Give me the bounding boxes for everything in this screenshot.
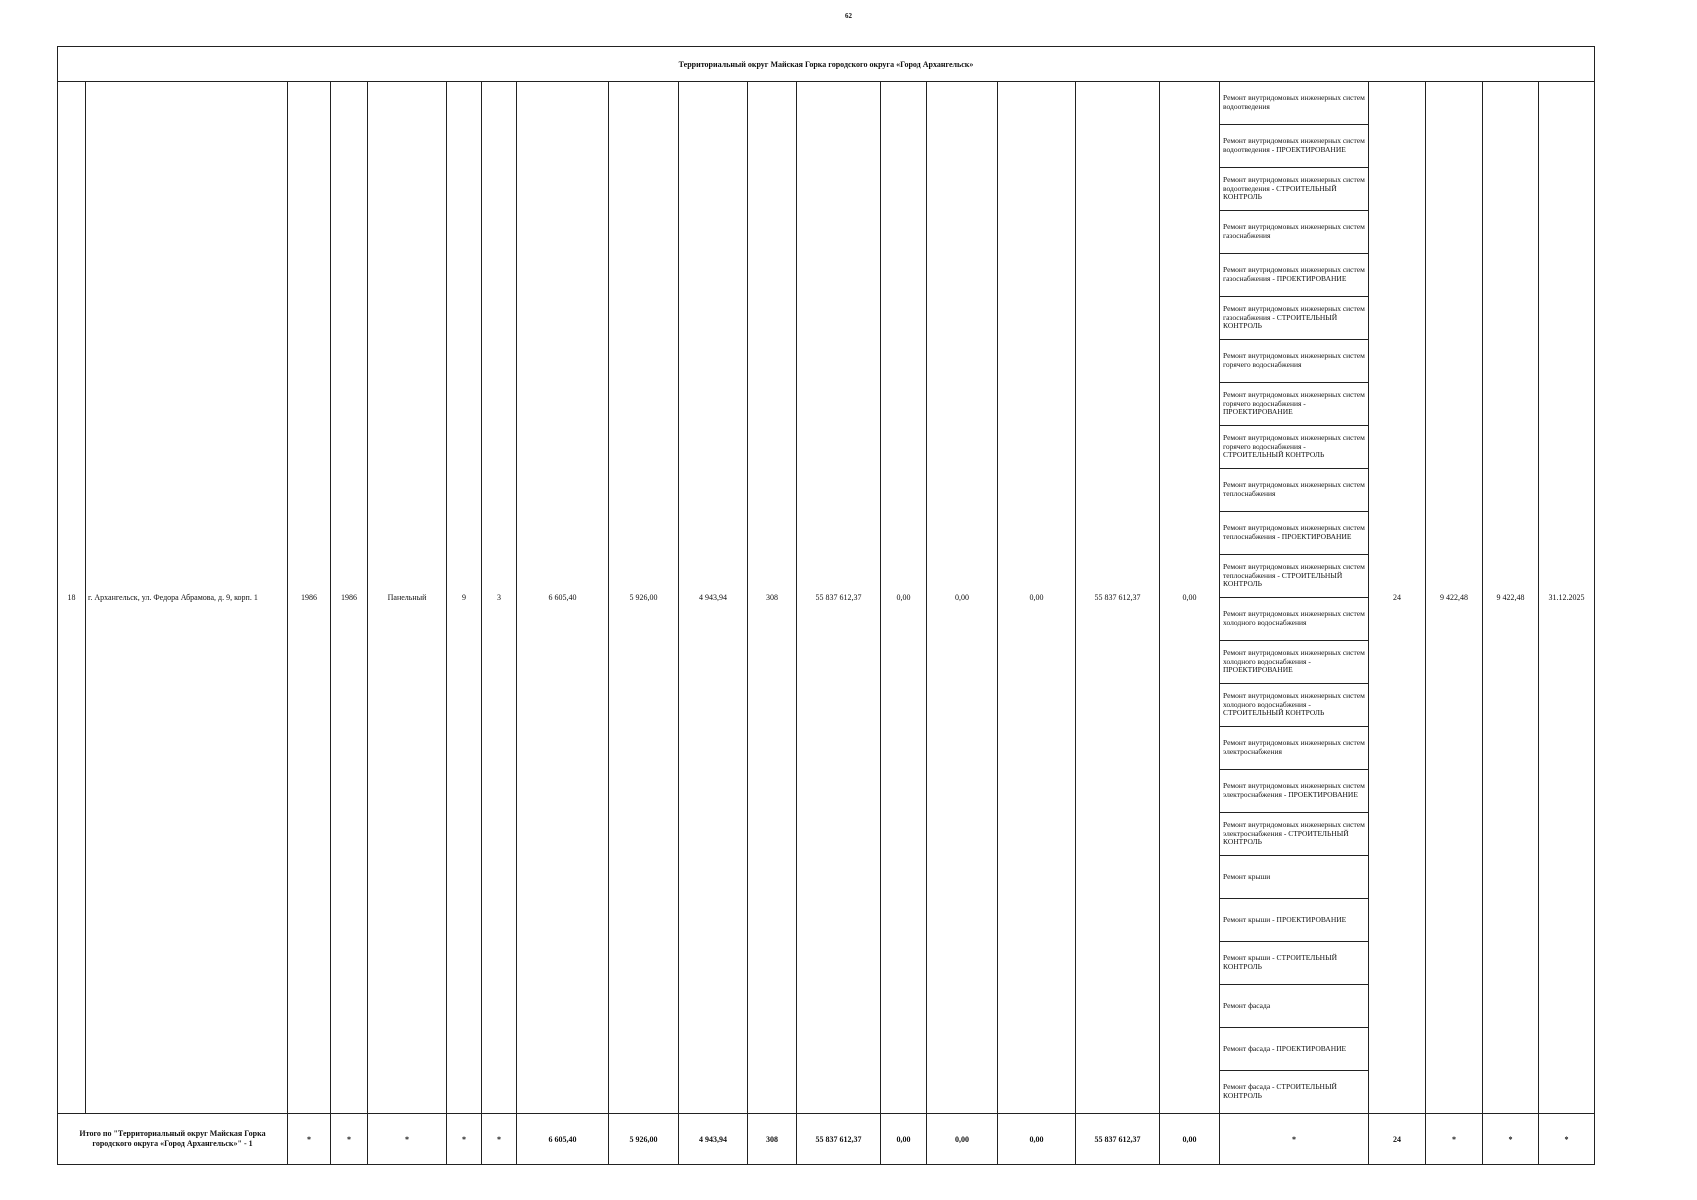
cost-c-total: 0,00 xyxy=(998,1114,1076,1165)
work-item: Ремонт фасада - СТРОИТЕЛЬНЫЙ КОНТРОЛЬ xyxy=(1220,1071,1369,1114)
wall-material-cell: Панельный xyxy=(368,82,447,1114)
cost-total-total: 55 837 612,37 xyxy=(797,1114,881,1165)
work-item: Ремонт внутридомовых инженерных систем горячего водоснабжения xyxy=(1220,340,1369,383)
row-number: 18 xyxy=(58,82,86,1114)
work-item: Ремонт внутридомовых инженерных систем холодного водоснабжения xyxy=(1220,598,1369,641)
total-star: * xyxy=(331,1114,368,1165)
work-item: Ремонт внутридомовых инженерных систем газоснабжения - СТРОИТЕЛЬНЫЙ КОНТРОЛЬ xyxy=(1220,297,1369,340)
total-star: * xyxy=(1426,1114,1483,1165)
area-premises-cell: 5 926,00 xyxy=(609,82,679,1114)
work-item: Ремонт внутридомовых инженерных систем теплоснабжения - ПРОЕКТИРОВАНИЕ xyxy=(1220,512,1369,555)
entrances-cell: 3 xyxy=(482,82,517,1114)
year-built-cell: 1986 xyxy=(288,82,331,1114)
cost-total-cell: 55 837 612,37 xyxy=(797,82,881,1114)
work-item: Ремонт внутридомовых инженерных систем теплоснабжения xyxy=(1220,469,1369,512)
district-header: Территориальный округ Майская Горка городского округа «Город Архангельск» xyxy=(58,47,1595,82)
total-star: * xyxy=(368,1114,447,1165)
months-total: 24 xyxy=(1369,1114,1426,1165)
area-residential-cell: 4 943,94 xyxy=(679,82,748,1114)
max-unit-cost-cell: 9 422,48 xyxy=(1483,82,1539,1114)
total-star: * xyxy=(447,1114,482,1165)
work-item: Ремонт фасада xyxy=(1220,985,1369,1028)
work-item: Ремонт внутридомовых инженерных систем холодного водоснабжения - ПРОЕКТИРОВАНИЕ xyxy=(1220,641,1369,684)
work-item: Ремонт крыши - СТРОИТЕЛЬНЫЙ КОНТРОЛЬ xyxy=(1220,942,1369,985)
residents-cell: 308 xyxy=(748,82,797,1114)
work-item: Ремонт внутридомовых инженерных систем холодного водоснабжения - СТРОИТЕЛЬНЫЙ КОНТРОЛЬ xyxy=(1220,684,1369,727)
total-row xyxy=(58,1114,1595,1165)
work-item: Ремонт внутридомовых инженерных систем водоотведения xyxy=(1220,82,1369,125)
district-header-row xyxy=(58,47,1595,82)
residents-total: 308 xyxy=(748,1114,797,1165)
cost-e-total: 0,00 xyxy=(1160,1114,1220,1165)
cost-b-total: 0,00 xyxy=(927,1114,998,1165)
work-item: Ремонт крыши - ПРОЕКТИРОВАНИЕ xyxy=(1220,899,1369,942)
area-residential-total: 4 943,94 xyxy=(679,1114,748,1165)
total-star: * xyxy=(1220,1114,1369,1165)
page-number: 62 xyxy=(845,12,852,20)
work-item: Ремонт внутридомовых инженерных систем водоотведения - ПРОЕКТИРОВАНИЕ xyxy=(1220,125,1369,168)
total-star: * xyxy=(288,1114,331,1165)
work-item: Ремонт внутридомовых инженерных систем газоснабжения - ПРОЕКТИРОВАНИЕ xyxy=(1220,254,1369,297)
cost-a-cell: 0,00 xyxy=(881,82,927,1114)
total-area-total: 6 605,40 xyxy=(517,1114,609,1165)
total-star: * xyxy=(1483,1114,1539,1165)
cost-a-total: 0,00 xyxy=(881,1114,927,1165)
work-item: Ремонт внутридомовых инженерных систем теплоснабжения - СТРОИТЕЛЬНЫЙ КОНТРОЛЬ xyxy=(1220,555,1369,598)
unit-cost-cell: 9 422,48 xyxy=(1426,82,1483,1114)
work-item: Ремонт внутридомовых инженерных систем горячего водоснабжения - ПРОЕКТИРОВАНИЕ xyxy=(1220,383,1369,426)
total-area-cell: 6 605,40 xyxy=(517,82,609,1114)
work-item: Ремонт крыши xyxy=(1220,856,1369,899)
months-cell: 24 xyxy=(1369,82,1426,1114)
work-item: Ремонт внутридомовых инженерных систем электроснабжения - ПРОЕКТИРОВАНИЕ xyxy=(1220,770,1369,813)
work-item: Ремонт фасада - ПРОЕКТИРОВАНИЕ xyxy=(1220,1028,1369,1071)
cost-d-cell: 55 837 612,37 xyxy=(1076,82,1160,1114)
area-premises-total: 5 926,00 xyxy=(609,1114,679,1165)
work-item: Ремонт внутридомовых инженерных систем горячего водоснабжения - СТРОИТЕЛЬНЫЙ КОНТРОЛЬ xyxy=(1220,426,1369,469)
address-cell: г. Архангельск, ул. Федора Абрамова, д. 9, корп. 1 xyxy=(86,82,288,1114)
cost-d-total: 55 837 612,37 xyxy=(1076,1114,1160,1165)
deadline-cell: 31.12.2025 xyxy=(1539,82,1595,1114)
work-item: Ремонт внутридомовых инженерных систем водоотведения - СТРОИТЕЛЬНЫЙ КОНТРОЛЬ xyxy=(1220,168,1369,211)
cost-b-cell: 0,00 xyxy=(927,82,998,1114)
total-label: Итого по "Территориальный округ Майская Горка городского округа «Город Архангельск»" - 1 xyxy=(58,1114,288,1165)
work-item: Ремонт внутридомовых инженерных систем газоснабжения xyxy=(1220,211,1369,254)
total-star: * xyxy=(482,1114,517,1165)
cost-e-cell: 0,00 xyxy=(1160,82,1220,1114)
work-item: Ремонт внутридомовых инженерных систем электроснабжения xyxy=(1220,727,1369,770)
year-commission-cell: 1986 xyxy=(331,82,368,1114)
cost-c-cell: 0,00 xyxy=(998,82,1076,1114)
repair-register-table xyxy=(57,46,1595,1165)
floors-cell: 9 xyxy=(447,82,482,1114)
table-row xyxy=(58,82,1595,125)
work-item: Ремонт внутридомовых инженерных систем электроснабжения - СТРОИТЕЛЬНЫЙ КОНТРОЛЬ xyxy=(1220,813,1369,856)
total-star: * xyxy=(1539,1114,1595,1165)
